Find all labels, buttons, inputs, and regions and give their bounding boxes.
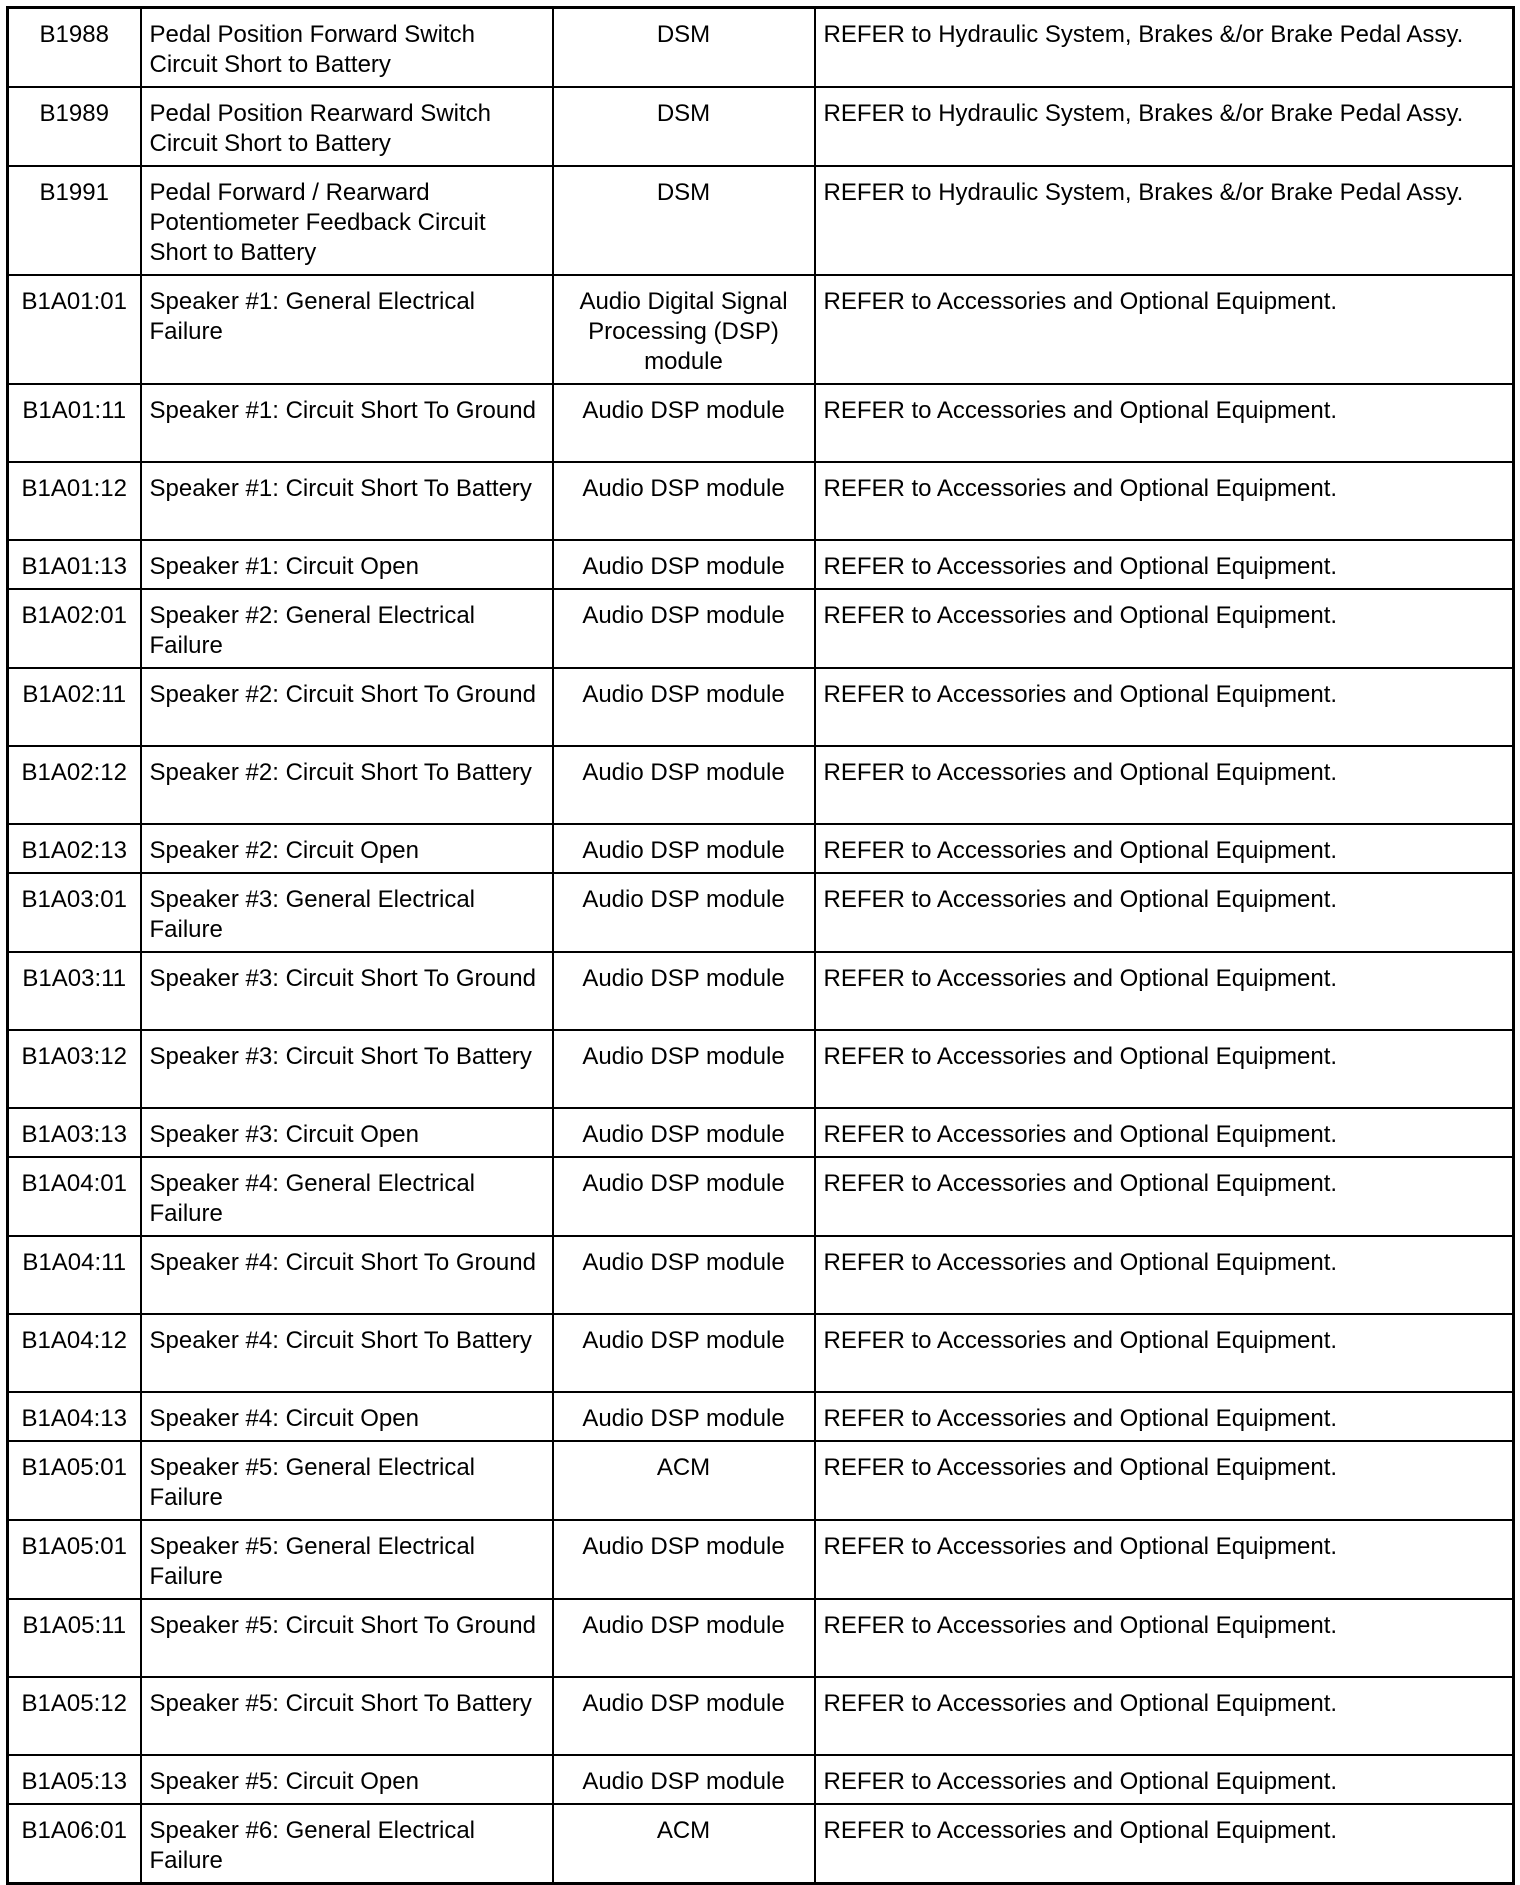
dtc-description-cell: Speaker #5: Circuit Short To Ground	[141, 1599, 553, 1677]
dtc-description-cell: Speaker #5: General Electrical Failure	[141, 1520, 553, 1599]
dtc-code-cell: B1A06:01	[8, 1804, 141, 1884]
table-row	[8, 1755, 1514, 1804]
dtc-module-cell: DSM	[553, 87, 815, 166]
dtc-description-cell: Speaker #2: Circuit Short To Ground	[141, 668, 553, 746]
dtc-code-cell: B1A01:12	[8, 462, 141, 540]
table-row	[8, 1314, 1514, 1392]
table-row	[8, 1108, 1514, 1157]
dtc-action-cell: REFER to Accessories and Optional Equipment.	[815, 668, 1514, 746]
dtc-description-cell: Speaker #4: Circuit Open	[141, 1392, 553, 1441]
dtc-code-cell: B1A05:13	[8, 1755, 141, 1804]
dtc-module-cell: Audio DSP module	[553, 1314, 815, 1392]
table-row	[8, 746, 1514, 824]
dtc-code-cell: B1989	[8, 87, 141, 166]
dtc-code-cell: B1A02:11	[8, 668, 141, 746]
dtc-description-cell: Speaker #5: Circuit Open	[141, 1755, 553, 1804]
dtc-action-cell: REFER to Hydraulic System, Brakes &/or Brake Pedal Assy.	[815, 166, 1514, 275]
dtc-module-cell: Audio DSP module	[553, 1599, 815, 1677]
dtc-module-cell: Audio DSP module	[553, 540, 815, 589]
dtc-code-cell: B1A04:12	[8, 1314, 141, 1392]
dtc-description-cell: Speaker #1: Circuit Short To Battery	[141, 462, 553, 540]
dtc-action-cell: REFER to Accessories and Optional Equipment.	[815, 873, 1514, 952]
dtc-description-cell: Pedal Position Forward Switch Circuit Short to Battery	[141, 8, 553, 88]
dtc-module-cell: Audio DSP module	[553, 1392, 815, 1441]
dtc-module-cell: Audio DSP module	[553, 952, 815, 1030]
table-row	[8, 952, 1514, 1030]
table-row	[8, 824, 1514, 873]
dtc-code-cell: B1A03:11	[8, 952, 141, 1030]
dtc-action-cell: REFER to Accessories and Optional Equipment.	[815, 462, 1514, 540]
dtc-module-cell: Audio DSP module	[553, 384, 815, 462]
dtc-code-cell: B1991	[8, 166, 141, 275]
table-row	[8, 1030, 1514, 1108]
table-row	[8, 87, 1514, 166]
dtc-action-cell: REFER to Accessories and Optional Equipment.	[815, 540, 1514, 589]
dtc-code-cell: B1A05:01	[8, 1441, 141, 1520]
dtc-table	[6, 6, 1515, 1885]
dtc-module-cell: Audio DSP module	[553, 824, 815, 873]
dtc-action-cell: REFER to Accessories and Optional Equipment.	[815, 1599, 1514, 1677]
table-row	[8, 1157, 1514, 1236]
dtc-description-cell: Speaker #1: General Electrical Failure	[141, 275, 553, 384]
dtc-code-cell: B1A02:12	[8, 746, 141, 824]
dtc-code-cell: B1A03:13	[8, 1108, 141, 1157]
dtc-action-cell: REFER to Accessories and Optional Equipment.	[815, 1157, 1514, 1236]
dtc-action-cell: REFER to Accessories and Optional Equipment.	[815, 1314, 1514, 1392]
dtc-description-cell: Speaker #2: Circuit Short To Battery	[141, 746, 553, 824]
dtc-module-cell: Audio DSP module	[553, 668, 815, 746]
dtc-description-cell: Speaker #5: General Electrical Failure	[141, 1441, 553, 1520]
dtc-description-cell: Speaker #1: Circuit Short To Ground	[141, 384, 553, 462]
table-row	[8, 1441, 1514, 1520]
table-row	[8, 668, 1514, 746]
dtc-module-cell: Audio DSP module	[553, 589, 815, 668]
dtc-table-body	[8, 8, 1514, 1884]
dtc-description-cell: Speaker #6: General Electrical Failure	[141, 1804, 553, 1884]
table-row	[8, 540, 1514, 589]
table-row	[8, 1520, 1514, 1599]
dtc-action-cell: REFER to Accessories and Optional Equipment.	[815, 1520, 1514, 1599]
dtc-module-cell: Audio DSP module	[553, 873, 815, 952]
table-row	[8, 462, 1514, 540]
dtc-description-cell: Speaker #3: General Electrical Failure	[141, 873, 553, 952]
dtc-action-cell: REFER to Accessories and Optional Equipment.	[815, 384, 1514, 462]
dtc-action-cell: REFER to Accessories and Optional Equipment.	[815, 1236, 1514, 1314]
dtc-code-cell: B1A05:01	[8, 1520, 141, 1599]
dtc-module-cell: Audio DSP module	[553, 1520, 815, 1599]
dtc-description-cell: Speaker #3: Circuit Short To Ground	[141, 952, 553, 1030]
dtc-code-cell: B1A05:12	[8, 1677, 141, 1755]
table-row	[8, 1599, 1514, 1677]
table-row	[8, 8, 1514, 88]
dtc-description-cell: Speaker #2: General Electrical Failure	[141, 589, 553, 668]
dtc-description-cell: Speaker #1: Circuit Open	[141, 540, 553, 589]
dtc-code-cell: B1A02:01	[8, 589, 141, 668]
dtc-code-cell: B1A04:11	[8, 1236, 141, 1314]
dtc-description-cell: Speaker #4: Circuit Short To Ground	[141, 1236, 553, 1314]
dtc-module-cell: Audio DSP module	[553, 746, 815, 824]
dtc-code-cell: B1988	[8, 8, 141, 88]
dtc-code-cell: B1A05:11	[8, 1599, 141, 1677]
dtc-action-cell: REFER to Accessories and Optional Equipment.	[815, 1392, 1514, 1441]
dtc-description-cell: Speaker #4: General Electrical Failure	[141, 1157, 553, 1236]
table-row	[8, 275, 1514, 384]
dtc-module-cell: Audio DSP module	[553, 1157, 815, 1236]
dtc-description-cell: Speaker #3: Circuit Open	[141, 1108, 553, 1157]
dtc-module-cell: Audio DSP module	[553, 1030, 815, 1108]
dtc-action-cell: REFER to Accessories and Optional Equipment.	[815, 1755, 1514, 1804]
dtc-module-cell: DSM	[553, 8, 815, 88]
dtc-description-cell: Pedal Forward / Rearward Potentiometer Feedback Circuit Short to Battery	[141, 166, 553, 275]
table-row	[8, 384, 1514, 462]
dtc-description-cell: Speaker #2: Circuit Open	[141, 824, 553, 873]
table-row	[8, 873, 1514, 952]
dtc-code-cell: B1A04:13	[8, 1392, 141, 1441]
dtc-module-cell: ACM	[553, 1804, 815, 1884]
dtc-action-cell: REFER to Accessories and Optional Equipment.	[815, 824, 1514, 873]
table-row	[8, 1236, 1514, 1314]
dtc-module-cell: Audio DSP module	[553, 1236, 815, 1314]
dtc-code-cell: B1A01:13	[8, 540, 141, 589]
table-row	[8, 1677, 1514, 1755]
dtc-action-cell: REFER to Accessories and Optional Equipment.	[815, 1108, 1514, 1157]
dtc-module-cell: ACM	[553, 1441, 815, 1520]
dtc-action-cell: REFER to Hydraulic System, Brakes &/or Brake Pedal Assy.	[815, 8, 1514, 88]
dtc-description-cell: Pedal Position Rearward Switch Circuit Short to Battery	[141, 87, 553, 166]
dtc-module-cell: Audio DSP module	[553, 462, 815, 540]
dtc-action-cell: REFER to Accessories and Optional Equipment.	[815, 746, 1514, 824]
dtc-action-cell: REFER to Accessories and Optional Equipment.	[815, 1804, 1514, 1884]
dtc-code-cell: B1A03:01	[8, 873, 141, 952]
dtc-code-cell: B1A02:13	[8, 824, 141, 873]
dtc-action-cell: REFER to Accessories and Optional Equipment.	[815, 589, 1514, 668]
dtc-description-cell: Speaker #4: Circuit Short To Battery	[141, 1314, 553, 1392]
dtc-description-cell: Speaker #3: Circuit Short To Battery	[141, 1030, 553, 1108]
dtc-module-cell: DSM	[553, 166, 815, 275]
dtc-module-cell: Audio DSP module	[553, 1677, 815, 1755]
table-row	[8, 589, 1514, 668]
dtc-action-cell: REFER to Accessories and Optional Equipment.	[815, 275, 1514, 384]
dtc-action-cell: REFER to Accessories and Optional Equipment.	[815, 1677, 1514, 1755]
dtc-module-cell: Audio DSP module	[553, 1108, 815, 1157]
dtc-module-cell: Audio Digital Signal Processing (DSP) module	[553, 275, 815, 384]
dtc-module-cell: Audio DSP module	[553, 1755, 815, 1804]
table-row	[8, 166, 1514, 275]
table-row	[8, 1392, 1514, 1441]
dtc-action-cell: REFER to Hydraulic System, Brakes &/or Brake Pedal Assy.	[815, 87, 1514, 166]
dtc-action-cell: REFER to Accessories and Optional Equipment.	[815, 1030, 1514, 1108]
dtc-code-cell: B1A01:11	[8, 384, 141, 462]
dtc-code-cell: B1A01:01	[8, 275, 141, 384]
dtc-code-cell: B1A03:12	[8, 1030, 141, 1108]
dtc-description-cell: Speaker #5: Circuit Short To Battery	[141, 1677, 553, 1755]
dtc-action-cell: REFER to Accessories and Optional Equipment.	[815, 1441, 1514, 1520]
dtc-action-cell: REFER to Accessories and Optional Equipment.	[815, 952, 1514, 1030]
dtc-code-cell: B1A04:01	[8, 1157, 141, 1236]
